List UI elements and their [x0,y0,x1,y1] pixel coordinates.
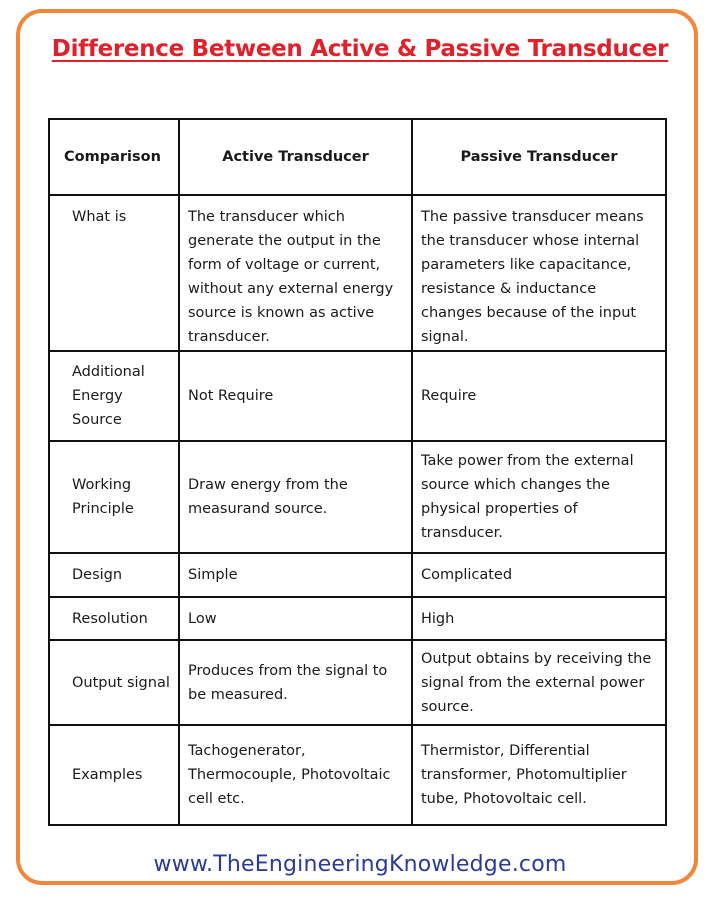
cell-active-design: Simple [179,553,412,597]
row-label-resolution: Resolution [49,597,179,640]
row-label-examples: Examples [49,725,179,825]
page-title: Difference Between Active & Passive Transducer [51,36,669,62]
header-active-transducer: Active Transducer [179,119,412,195]
table-row [49,640,666,725]
comparison-table [48,118,667,826]
cell-active-examples: Tachogenerator, Thermocouple, Photovoltaic cell etc. [179,725,412,825]
table-row [49,725,666,825]
cell-passive-energy-source: Require [412,351,666,441]
row-label-output-signal: Output signal [49,640,179,725]
table-header-row [49,119,666,195]
row-label-what-is: What is [49,195,179,351]
cell-active-output-signal: Produces from the signal to be measured. [179,640,412,725]
cell-passive-working-principle: Take power from the external source which changes the physical properties of transducer. [412,441,666,553]
cell-passive-design: Complicated [412,553,666,597]
cell-active-resolution: Low [179,597,412,640]
table-row [49,597,666,640]
cell-passive-output-signal: Output obtains by receiving the signal from the external power source. [412,640,666,725]
table-row [49,553,666,597]
row-label-energy-source: Additional Energy Source [49,351,179,441]
table-row [49,441,666,553]
row-label-working-principle: Working Principle [49,441,179,553]
table-row [49,195,666,351]
website-link[interactable]: www.TheEngineeringKnowledge.com [153,852,567,877]
cell-active-working-principle: Draw energy from the measurand source. [179,441,412,553]
table-row [49,351,666,441]
cell-passive-examples: Thermistor, Differential transformer, Photomultiplier tube, Photovoltaic cell. [412,725,666,825]
cell-passive-what-is: The passive transducer means the transducer whose internal parameters like capacitance, resistance & inductance changes because of the input signal. [412,195,666,351]
cell-active-what-is: The transducer which generate the output in the form of voltage or current, without any external energy source is known as active transducer. [179,195,412,351]
header-comparison: Comparison [49,119,179,195]
header-passive-transducer: Passive Transducer [412,119,666,195]
cell-passive-resolution: High [412,597,666,640]
cell-active-energy-source: Not Require [179,351,412,441]
row-label-design: Design [49,553,179,597]
